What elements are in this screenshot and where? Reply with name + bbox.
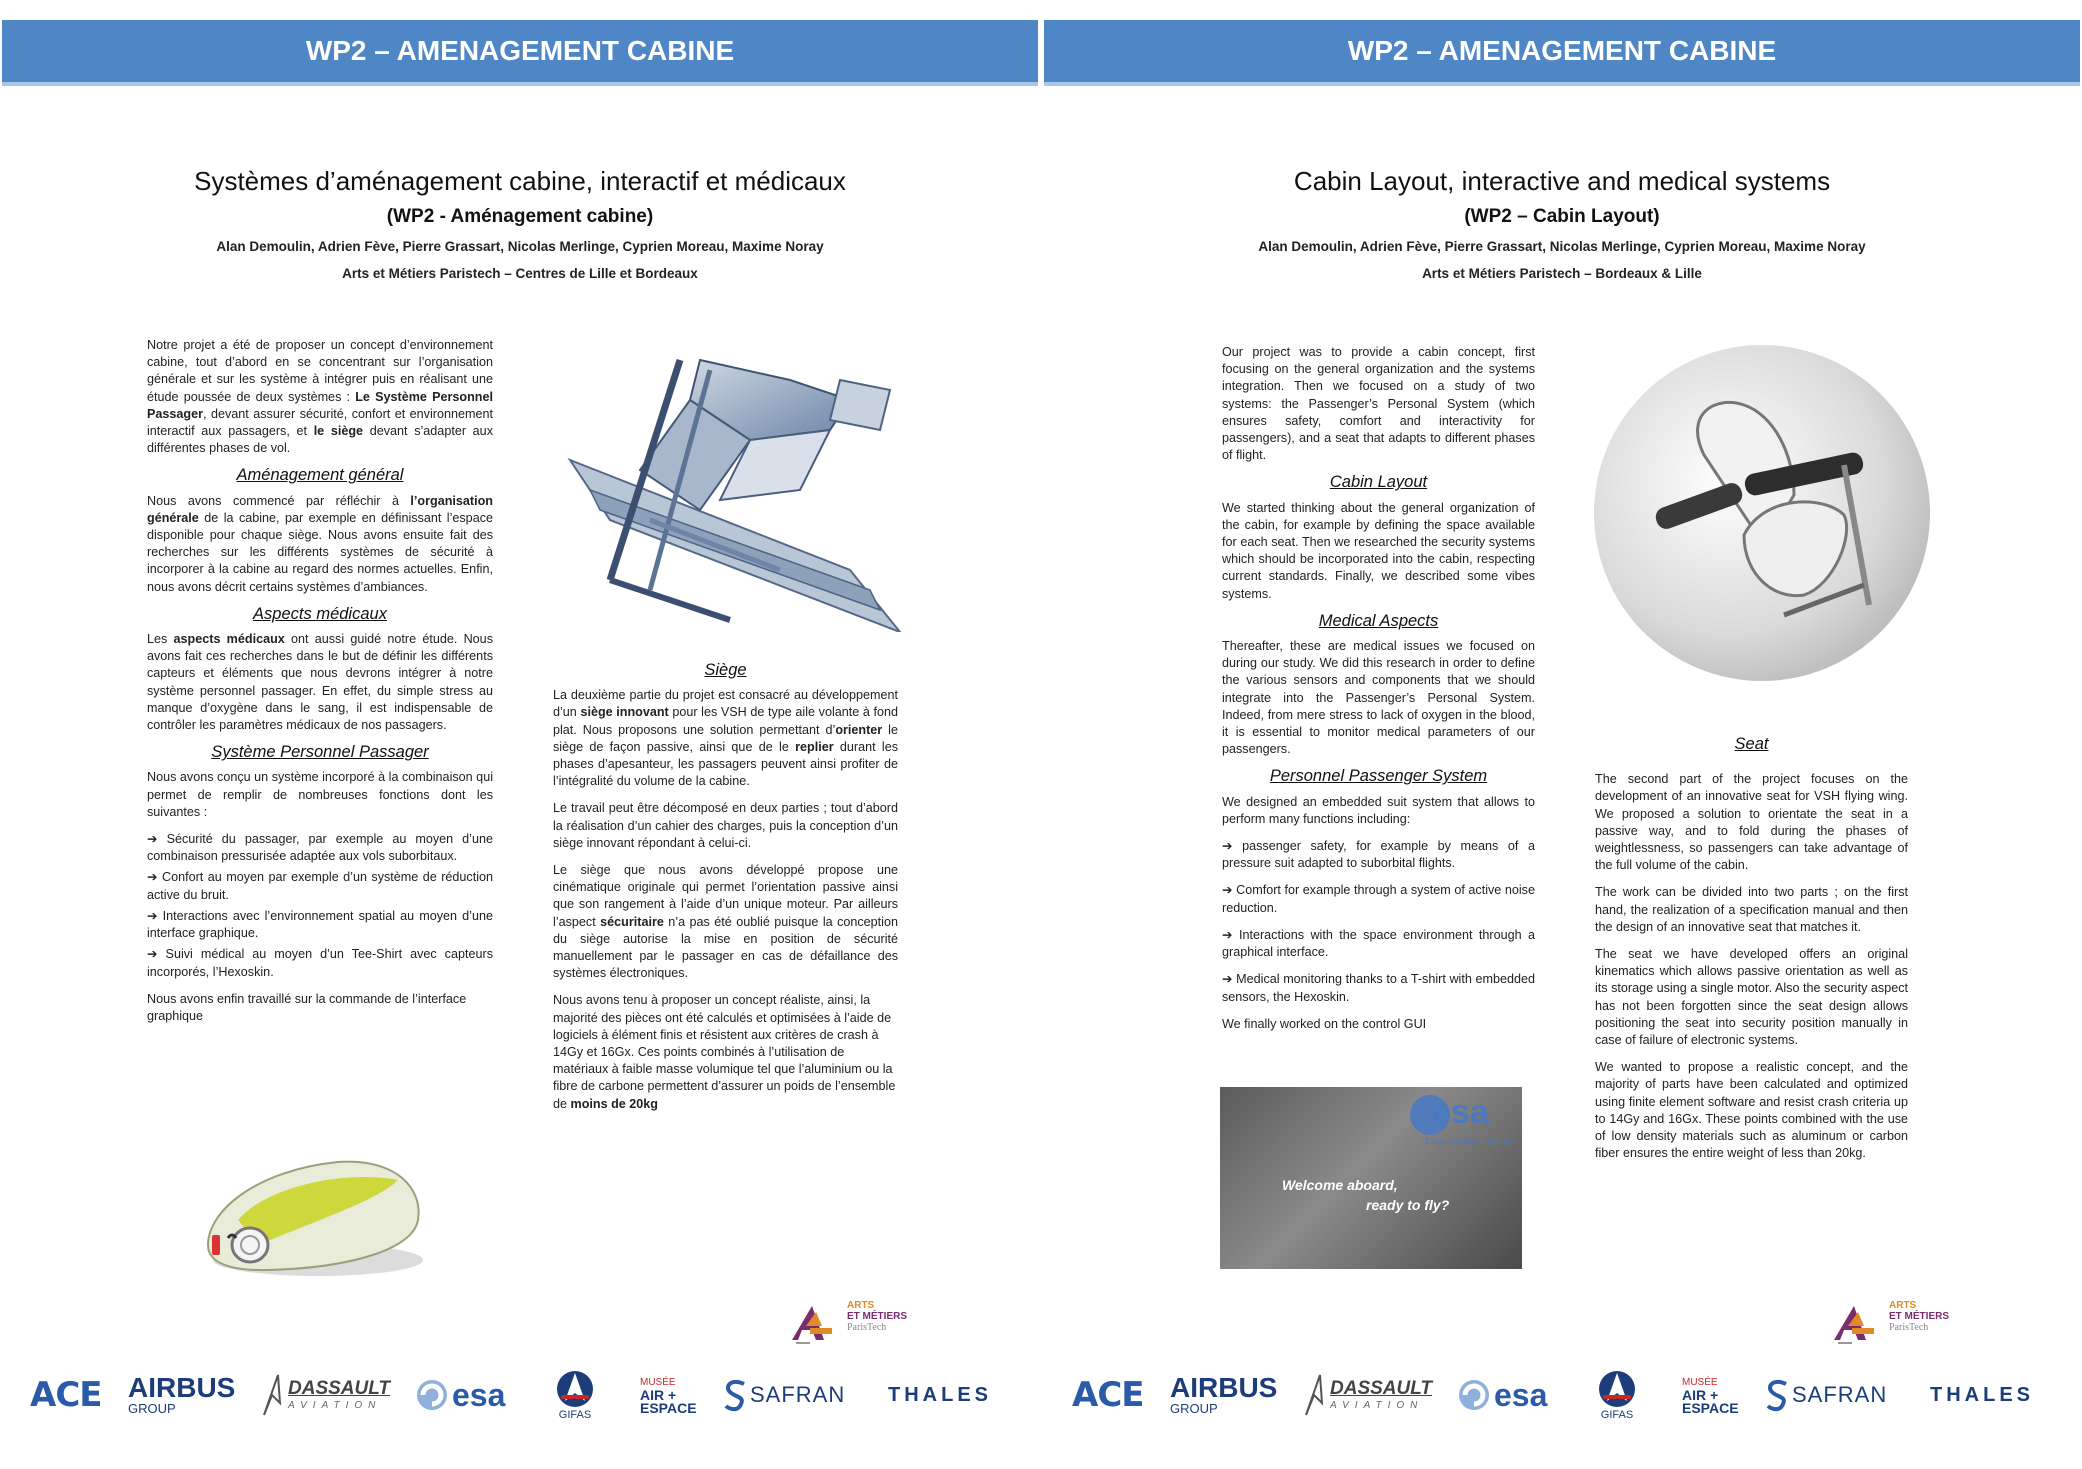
gui-welcome-line-1: Welcome aboard, <box>1282 1177 1398 1193</box>
amenagement-paragraph: Nous avons commencé par réfléchir à l’organisation générale de la cabine, par exemple en définissant l’espace disponible pour chaque siège. Nous avons ensuite fait des recherches sur les différents systèmes de sécurité à incorporer à la cabine au regard des normes actuelles. Enfin, nous avons décrit certains systèmes d’ambiances. <box>147 493 493 594</box>
pps-bullet-4: ➔ Medical monitoring thanks to a T-shirt with embedded sensors, the Hexoskin. <box>1222 972 1535 1004</box>
right-column-siege <box>553 656 898 1123</box>
pps-paragraph: We designed an embedded suit system that allows to perform many functions including: <box>1222 794 1535 826</box>
seat-paragraph-1: The second part of the project focuses on the development of an innovative seat for VSH flying wing. We proposed a solution to orientate the seat in a passive way, and to fold during the phases of weightlessness, so passengers can take advantage of the full volume of the cabin. <box>1595 772 1908 873</box>
medical-paragraph: Les aspects médicaux ont aussi guidé notre étude. Nous avons fait ces recherches dans le but de définir les différents capteurs et éléments que nous devrons intégrer à notre système personnel passager. En effet, du simple stress au manque d’oxygène dans le sang, il est indispensable de contrôler les paramètres médicaux de nos passagers. <box>147 632 493 733</box>
poster-page-english <box>1042 0 2082 1469</box>
pps-bullet-3: ➔ Interactions with the space environment through a graphical interface. <box>1222 927 1535 960</box>
esa-swoosh-icon <box>1457 1378 1491 1412</box>
esa-logo: esa <box>415 1365 505 1425</box>
airbus-logo: AIRBUS GROUP <box>1170 1372 1278 1416</box>
gifas-emblem-icon <box>555 1369 595 1409</box>
heading-aspects-medicaux: Aspects médicaux <box>253 604 387 623</box>
esa-swoosh-icon <box>415 1378 449 1412</box>
left-column <box>147 337 493 1035</box>
arts-et-metiers-logo <box>1834 1298 1954 1348</box>
heading-seat: Seat <box>1734 735 1769 753</box>
heading-cabin-layout: Cabin Layout <box>1329 473 1428 492</box>
heading-medical-aspects: Medical Aspects <box>1318 611 1439 630</box>
sps-bullet-4: ➔ Suivi médical au moyen d’un Tee-Shirt avec capteurs incorporés, l’Hexoskin. <box>147 947 493 979</box>
sps-bullet-1: ➔ Sécurité du passager, par exemple au moyen d’une combinaison pressurisée adaptée aux vols suborbitaux. <box>147 832 493 864</box>
dassault-logo: DASSAULT AVIATION <box>258 1365 390 1425</box>
heading-personnel-passenger-system: Personnel Passenger System <box>1269 767 1488 786</box>
am-line-3: ParisTech <box>847 1322 887 1333</box>
right-column-seat <box>1595 730 1908 1172</box>
sps-bullet-2: ➔ Confort au moyen par exemple d’un système de réduction active du bruit. <box>147 870 493 902</box>
am-line-1: ARTS <box>847 1300 875 1311</box>
seat-frame-render <box>550 340 902 632</box>
affiliation: Arts et Métiers Paristech – Centres de Lille et Bordeaux <box>342 266 698 281</box>
authors: Alan Demoulin, Adrien Fève, Pierre Grassart, Nicolas Merlinge, Cyprien Moreau, Maxime Noray <box>1258 239 1866 254</box>
pps-closing: We finally worked on the control GUI <box>1222 1016 1427 1031</box>
affiliation: Arts et Métiers Paristech – Bordeaux & Lille <box>1422 266 1702 281</box>
heading-systeme-personnel-passager: Système Personnel Passager <box>211 743 429 762</box>
page-banner: WP2 – AMENAGEMENT CABINE <box>1044 20 2080 86</box>
dassault-swirl-icon <box>258 1373 284 1417</box>
heading-amenagement-general: Aménagement général <box>236 466 404 485</box>
gui-esa-logo: esa <box>1432 1093 1489 1131</box>
gifas-logo: GIFAS <box>1597 1365 1637 1425</box>
siege-paragraph-1: La deuxième partie du projet est consacré au développement d’un siège innovant pour les VSH de type aile volante à fond plat. Nous proposons une solution permettant d’orienter le siège de façon passive, ainsi que de le replier durant les phases d’apesanteur, les passagers peuvent ainsi profiter de l’intégralité du volume de la cabine. <box>553 688 899 789</box>
gui-esa-subtitle: European Space Agency <box>1425 1137 1514 1146</box>
intro-paragraph: Notre projet a été de proposer un concept d’environnement cabine, tout d’abord en se concentrant sur l’organisation générale et sur les système à intégrer puis en réalisant une étude poussée de deux systèmes : Le Système Personnel Passager, devant assurer sécurité, confort et environnement interactif aux passagers, et le siège devant s’adapter aux différentes phases de vol. <box>147 338 493 456</box>
pps-bullet-1: ➔ passenger safety, for example by means of a pressure suit adapted to suborbital flights. <box>1222 839 1535 871</box>
sps-closing: Nous avons enfin travaillé sur la commande de l’interface graphique <box>147 991 467 1023</box>
gifas-emblem-icon <box>1597 1369 1637 1409</box>
control-gui-screenshot <box>1220 1087 1522 1269</box>
gifas-logo: GIFAS <box>555 1365 595 1425</box>
dassault-swirl-icon <box>1300 1373 1326 1417</box>
dassault-logo: DASSAULT AVIATION <box>1300 1365 1432 1425</box>
safran-logo: SAFRAN <box>722 1365 845 1425</box>
heading-siege: Siège <box>704 661 747 679</box>
siege-paragraph-3: Le siège que nous avons développé propose une cinématique originale qui permet l’orientation passive ainsi que son rangement à l’aide d’un unique moteur. Par ailleurs l’aspect sécuritaire n’a pas été oublié puisque la conception du siège autorise la mise en position de sécurité manuellement par le passager en cas de défaillance des systèmes électroniques. <box>553 863 898 981</box>
poster-title: Systèmes d’aménagement cabine, interactif et médicaux <box>194 166 846 196</box>
medical-paragraph: Thereafter, these are medical issues we focused on during our study. We did this research in order to define the various sensors and components that we should integrate into the Passenger’s Personal System. Indeed, from mere stress to lack of oxygen in the blood, it is essential to monitor medical parameters of our passengers. <box>1222 639 1535 757</box>
sps-bullet-3: ➔ Interactions avec l’environnement spatial au moyen d’une interface graphique. <box>147 908 493 941</box>
poster-page-french <box>0 0 1040 1469</box>
am-line-2: ET MÉTIERS <box>1889 1311 1950 1322</box>
passenger-pod-render <box>198 1150 430 1285</box>
seat-paragraph-3: The seat we have developed offers an original kinematics which allows passive orientation as well as its storage using a single motor. Also the security aspect has not been forgotten since the seat design allows positioning the seat into security position manually in case of failure of electronic systems. <box>1595 947 1908 1048</box>
left-column <box>1222 344 1535 1043</box>
ace-logo: ACE <box>30 1375 102 1415</box>
poster-subtitle: (WP2 – Cabin Layout) <box>1464 206 1660 227</box>
safran-s-icon <box>722 1378 748 1412</box>
siege-paragraph-2: Le travail peut être décomposé en deux parties ; tout d’abord la réalisation d’un cahier des charges, puis la conception d’un siège innovant répondant à celui-ci. <box>553 801 898 850</box>
seat-render <box>1594 345 1930 681</box>
arts-et-metiers-logo <box>792 1298 912 1348</box>
thales-logo: THALES <box>888 1383 992 1406</box>
partner-logos-bar <box>0 1365 1040 1435</box>
esa-logo: esa <box>1457 1365 1547 1425</box>
gui-welcome-line-2: ready to fly? <box>1366 1197 1450 1213</box>
page-banner: WP2 – AMENAGEMENT CABINE <box>2 20 1038 86</box>
safran-logo: SAFRAN <box>1764 1365 1887 1425</box>
ace-logo: ACE <box>1072 1375 1144 1415</box>
safran-s-icon <box>1764 1378 1790 1412</box>
layout-paragraph: We started thinking about the general organization of the cabin, for example by defining the space available for each seat. Then we researched the security systems which should be incorporated into the cabin, respecting current standards. Finally, we described some vibes systems. <box>1222 500 1535 601</box>
seat-paragraph-2: The work can be divided into two parts ; on the first hand, the realization of a specification manual and then the design of an innovative seat that matches it. <box>1595 885 1908 934</box>
partner-logos-bar <box>1042 1365 2082 1435</box>
musee-air-espace-logo: MUSÉE AIR + ESPACE <box>1682 1376 1739 1416</box>
thales-logo: THALES <box>1930 1383 2034 1406</box>
authors: Alan Demoulin, Adrien Fève, Pierre Grassart, Nicolas Merlinge, Cyprien Moreau, Maxime Noray <box>216 239 824 254</box>
poster-subtitle: (WP2 - Aménagement cabine) <box>386 206 654 227</box>
musee-air-espace-logo: MUSÉE AIR + ESPACE <box>640 1376 697 1416</box>
am-line-3: ParisTech <box>1889 1322 1929 1333</box>
sps-paragraph: Nous avons conçu un système incorporé à la combinaison qui permet de remplir de nombreuses fonctions dont les suivantes : <box>147 770 493 819</box>
intro-paragraph: Our project was to provide a cabin concept, first focusing on the general organization and the systems integration. Then we focused on a study of two systems: the Passenger’s Personal System (which ensures safety, comfort and interactivity for passengers), and a seat that adapts to different phases of flight. <box>1222 345 1535 463</box>
siege-paragraph-4: Nous avons tenu à proposer un concept réaliste, ainsi, la majorité des pièces ont été calculés et optimisées à l’aide de logiciels à élément finis et résistent aux critères de crash à 14Gy et 16Gx. Ces points combinés à l’utilisation de matériaux à faible masse volumique tel que l’aluminium ou la fibre de carbone permettent d’assurer un poids de l’ensemble de moins de 20kg <box>553 993 896 1111</box>
am-line-1: ARTS <box>1889 1300 1917 1311</box>
seat-paragraph-4: We wanted to propose a realistic concept, and the majority of parts have been calculated and optimized using finite element software and resist crash criteria up to 14Gy and 16Gx. These points combined with the use of low density materials such as aluminum or carbon fiber ensures the entire weight of less than 20kg. <box>1595 1060 1908 1161</box>
pps-bullet-2: ➔ Comfort for example through a system of active noise reduction. <box>1222 883 1535 915</box>
poster-title: Cabin Layout, interactive and medical systems <box>1293 166 1831 196</box>
am-line-2: ET MÉTIERS <box>847 1311 908 1322</box>
airbus-logo: AIRBUS GROUP <box>128 1372 236 1416</box>
